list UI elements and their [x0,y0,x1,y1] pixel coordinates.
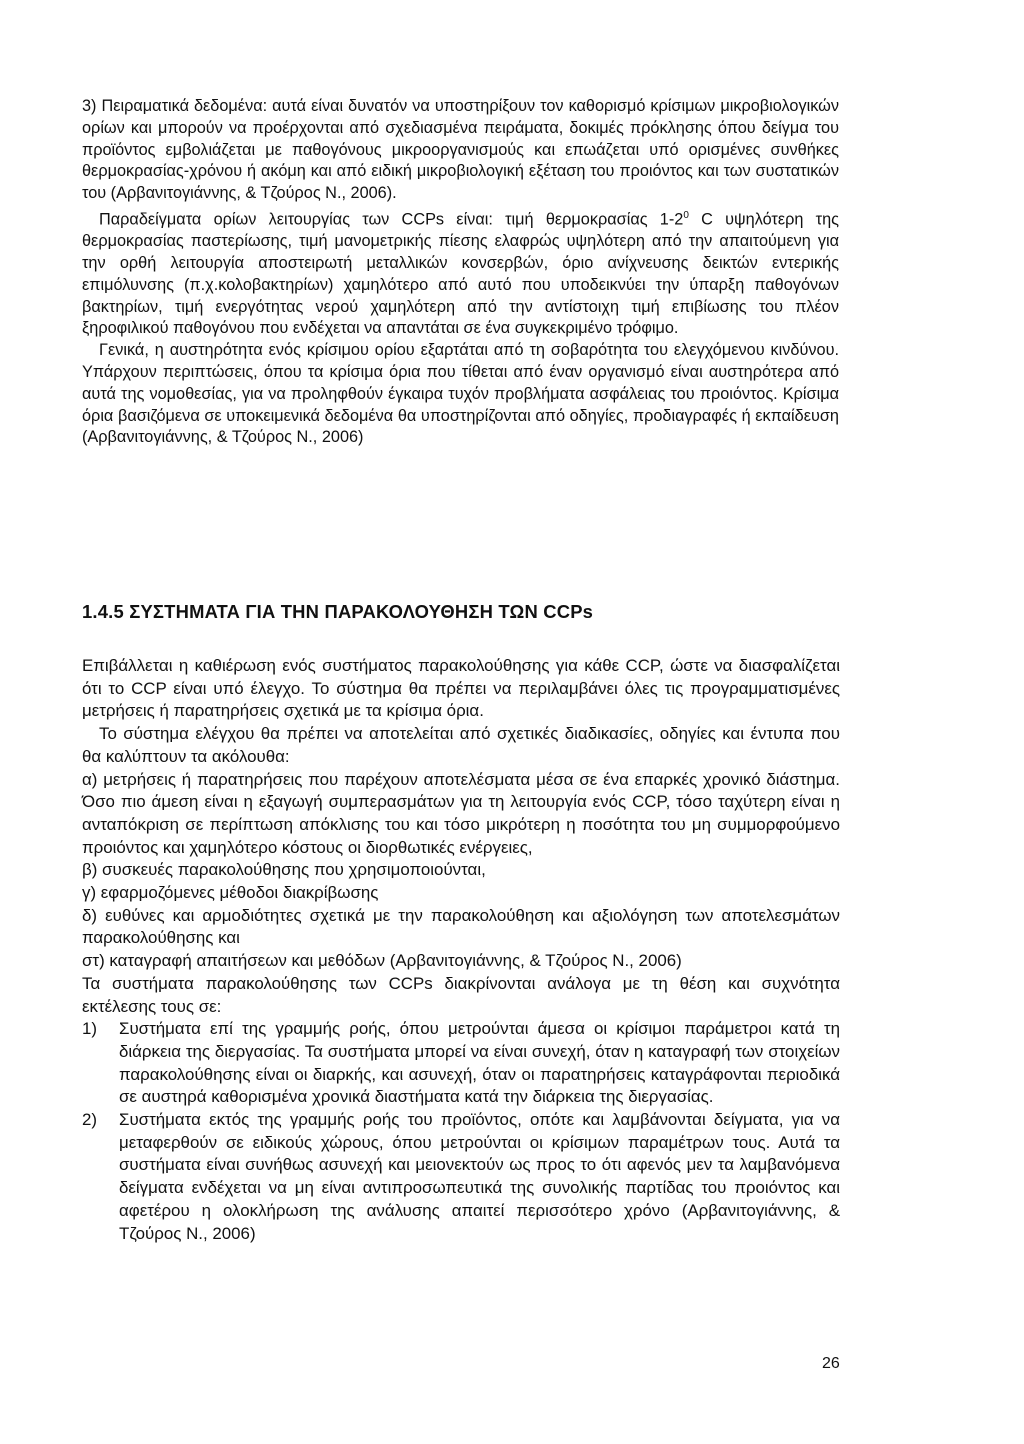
section-critical-limits [82,96,839,449]
numbered-item-1-text: Συστήματα επί της γραμμής ροής, όπου μετρούνται άμεσα οι κρίσιμοι παράμετροι κατά τη διάρκεια της διεργασίας. Τα συστήματα μπορεί να είναι συνεχή, όταν η καταγραφή των στοιχείων παρακολούθησης είναι οι διαρκής, και ασυνεχή, όταν οι παρατηρήσεις καταγράφονται περιοδικά σε αυστηρά καθορισμένα χρονικά διαστήματα κατά την διάρκεια της διεργασίας. [119,1019,840,1107]
numbered-item-2-text: Συστήματα εκτός της γραμμής ροής του προϊόντος, οπότε και λαμβάνονται δείγματα, για να μεταφερθούν σε ειδικούς χώρους, όπου μετρούνται οι κρίσιμων παραμέτρων τους. Αυτά τα συστήματα είναι συνήθως ασυνεχή και μειονεκτούν ως προς το ότι αφενός μεν τα λαμβανόμενα δείγματα ενδέχεται να μη είναι αντιπροσωπευτικά της συνολικής παρτίδας του προιόντος και αφετέρου η ολοκλήρωση της ανάλυσης απαιτεί περισσότερο χρόνο (Αρβανιτογιάννης, & Τζούρος Ν., 2006) [119,1110,840,1243]
examples-text-part1: Παραδείγματα ορίων λειτουργίας των CCPs είναι: τιμή θερμοκρασίας 1-2 [99,210,684,229]
examples-text-part2: C υψηλότερη της θερμοκρασίας παστερίωσης, τιμή μανομετρικής πίεσης ελαφρώς υψηλότερη από την απαιτούμενη για την ορθή λειτουργία αποστειρωτή μεταλλικών κονσερβών, όριο ανίχνευσης δεικτών εντερικής επιμόλυνσης (π.χ.κολοβακτηρίων) χαμηλότερο από αυτό που υποδεικνύει την ύπαρξη παθογόνων βακτηρίων, τιμή ενεργότητας νερού χαμηλότερη από την αντίστοιχη τιμή επιβίωσης του πλέον ξηροφιλικού παθογόνου που ενδέχεται να απαντάται σε ένα συγκεκριμένο τρόφιμο. [82,210,839,338]
list-item-c: γ) εφαρμοζόμενες μέθοδοι διακρίβωσης [82,883,379,903]
section-heading: 1.4.5 ΣΥΣΤΗΜΑΤΑ ΓΙΑ ΤΗΝ ΠΑΡΑΚΟΛΟΥΘΗΣΗ ΤΩΝ CCPs [82,601,594,622]
page-number: 26 [822,1355,840,1372]
paragraph-classification: Τα συστήματα παρακολούθησης των CCPs διακρίνονται ανάλογα με τη θέση και συχνότητα εκτέλεσης τους σε: [82,973,840,1016]
list-item-e: στ) καταγραφή απαιτήσεων και μεθόδων (Αρβανιτογιάννης, & Τζούρος Ν., 2006) [82,951,682,971]
list-item-a: α) μετρήσεις ή παρατηρήσεις που παρέχουν αποτελέσματα μέσα σε ένα επαρκές χρονικό διάστημα. Όσο πιο άμεση είναι η εξαγωγή συμπερασμάτων για τη λειτουργία ενός CCP, τόσο ταχύτερη είναι η ανταπόκριση σε περίπτωση απόκλισης του και τόσο μικρότερη η ποσότητα του μη συμμορφούμενο προιόντος και χαμηλότερο κόστους οι διορθωτικές ενέργειες, [82,769,840,857]
numbered-item-2-label: 2) [82,1110,98,1130]
numbered-item-1-label: 1) [82,1019,98,1039]
paragraph-strictness: Γενικά, η αυστηρότητα ενός κρίσιμου ορίου εξαρτάται από τη σοβαρότητα του ελεγχόμενου κινδύνου. Υπάρχουν περιπτώσεις, όπου τα κρίσιμα όρια που τίθεται από έναν οργανισμό είναι αυστηρότερα από αυτά της νομοθεσίας, για να προληφθούν έγκαιρα τυχόν προβλήματα ασφάλειας του προιόντος. Κρίσιμα όρια βασιζόμενα σε υποκειμενικά δεδομένα θα υποστηρίζονται από οδηγίες, προδιαγραφές ή εκπαίδευση (Αρβανιτογιάννης, & Τζούρος Ν., 2006) [82,341,839,447]
numbered-item-1 [82,1018,840,1109]
paragraph-control-system: Το σύστημα ελέγχου θα πρέπει να αποτελείται από σχετικές διαδικασίες, οδηγίες και έντυπα που θα καλύπτουν τα ακόλουθα: [82,724,840,766]
list-item-d: δ) ευθύνες και αρμοδιότητες σχετικά με την παρακολούθηση και αξιολόγηση των αποτελεσμάτων παρακολούθησης και [82,905,840,948]
list-item-b: β) συσκευές παρακολούθησης που χρησιμοποιούνται, [82,860,486,880]
numbered-item-2 [82,1109,840,1245]
section-monitoring-systems [82,655,840,1245]
paragraph-examples [82,205,839,340]
paragraph-monitoring-intro: Επιβάλλεται η καθιέρωση ενός συστήματος παρακολούθησης για κάθε CCP, ώστε να διασφαλίζεται ότι το CCP είναι υπό έλεγχο. Το σύστημα θα πρέπει να περιλαμβάνει όλες τις προγραμματισμένες μετρήσεις ή παρατηρήσεις σχετικά με τα κρίσιμα όρια. [82,656,840,721]
degree-superscript: 0 [683,209,689,221]
paragraph-experimental-data: 3) Πειραματικά δεδομένα: αυτά είναι δυνατόν να υποστηρίξουν τον καθορισμό κρίσιμων μικροβιολογικών ορίων και μπορούν να προέρχονται από σχεδιασμένα πειράματα, δοκιμές πρόκλησης όπου δείγμα του προϊόντος εμβολιάζεται με παθογόνους μικροοργανισμούς και επωάζεται υπό ορισμένες συνθήκες θερμοκρασίας-χρόνου ή ακόμη και από ειδική μικροβιολογική εξέταση του προιόντος και των συστατικών του (Αρβανιτογιάννης, & Τζούρος Ν., 2006). [82,97,839,203]
